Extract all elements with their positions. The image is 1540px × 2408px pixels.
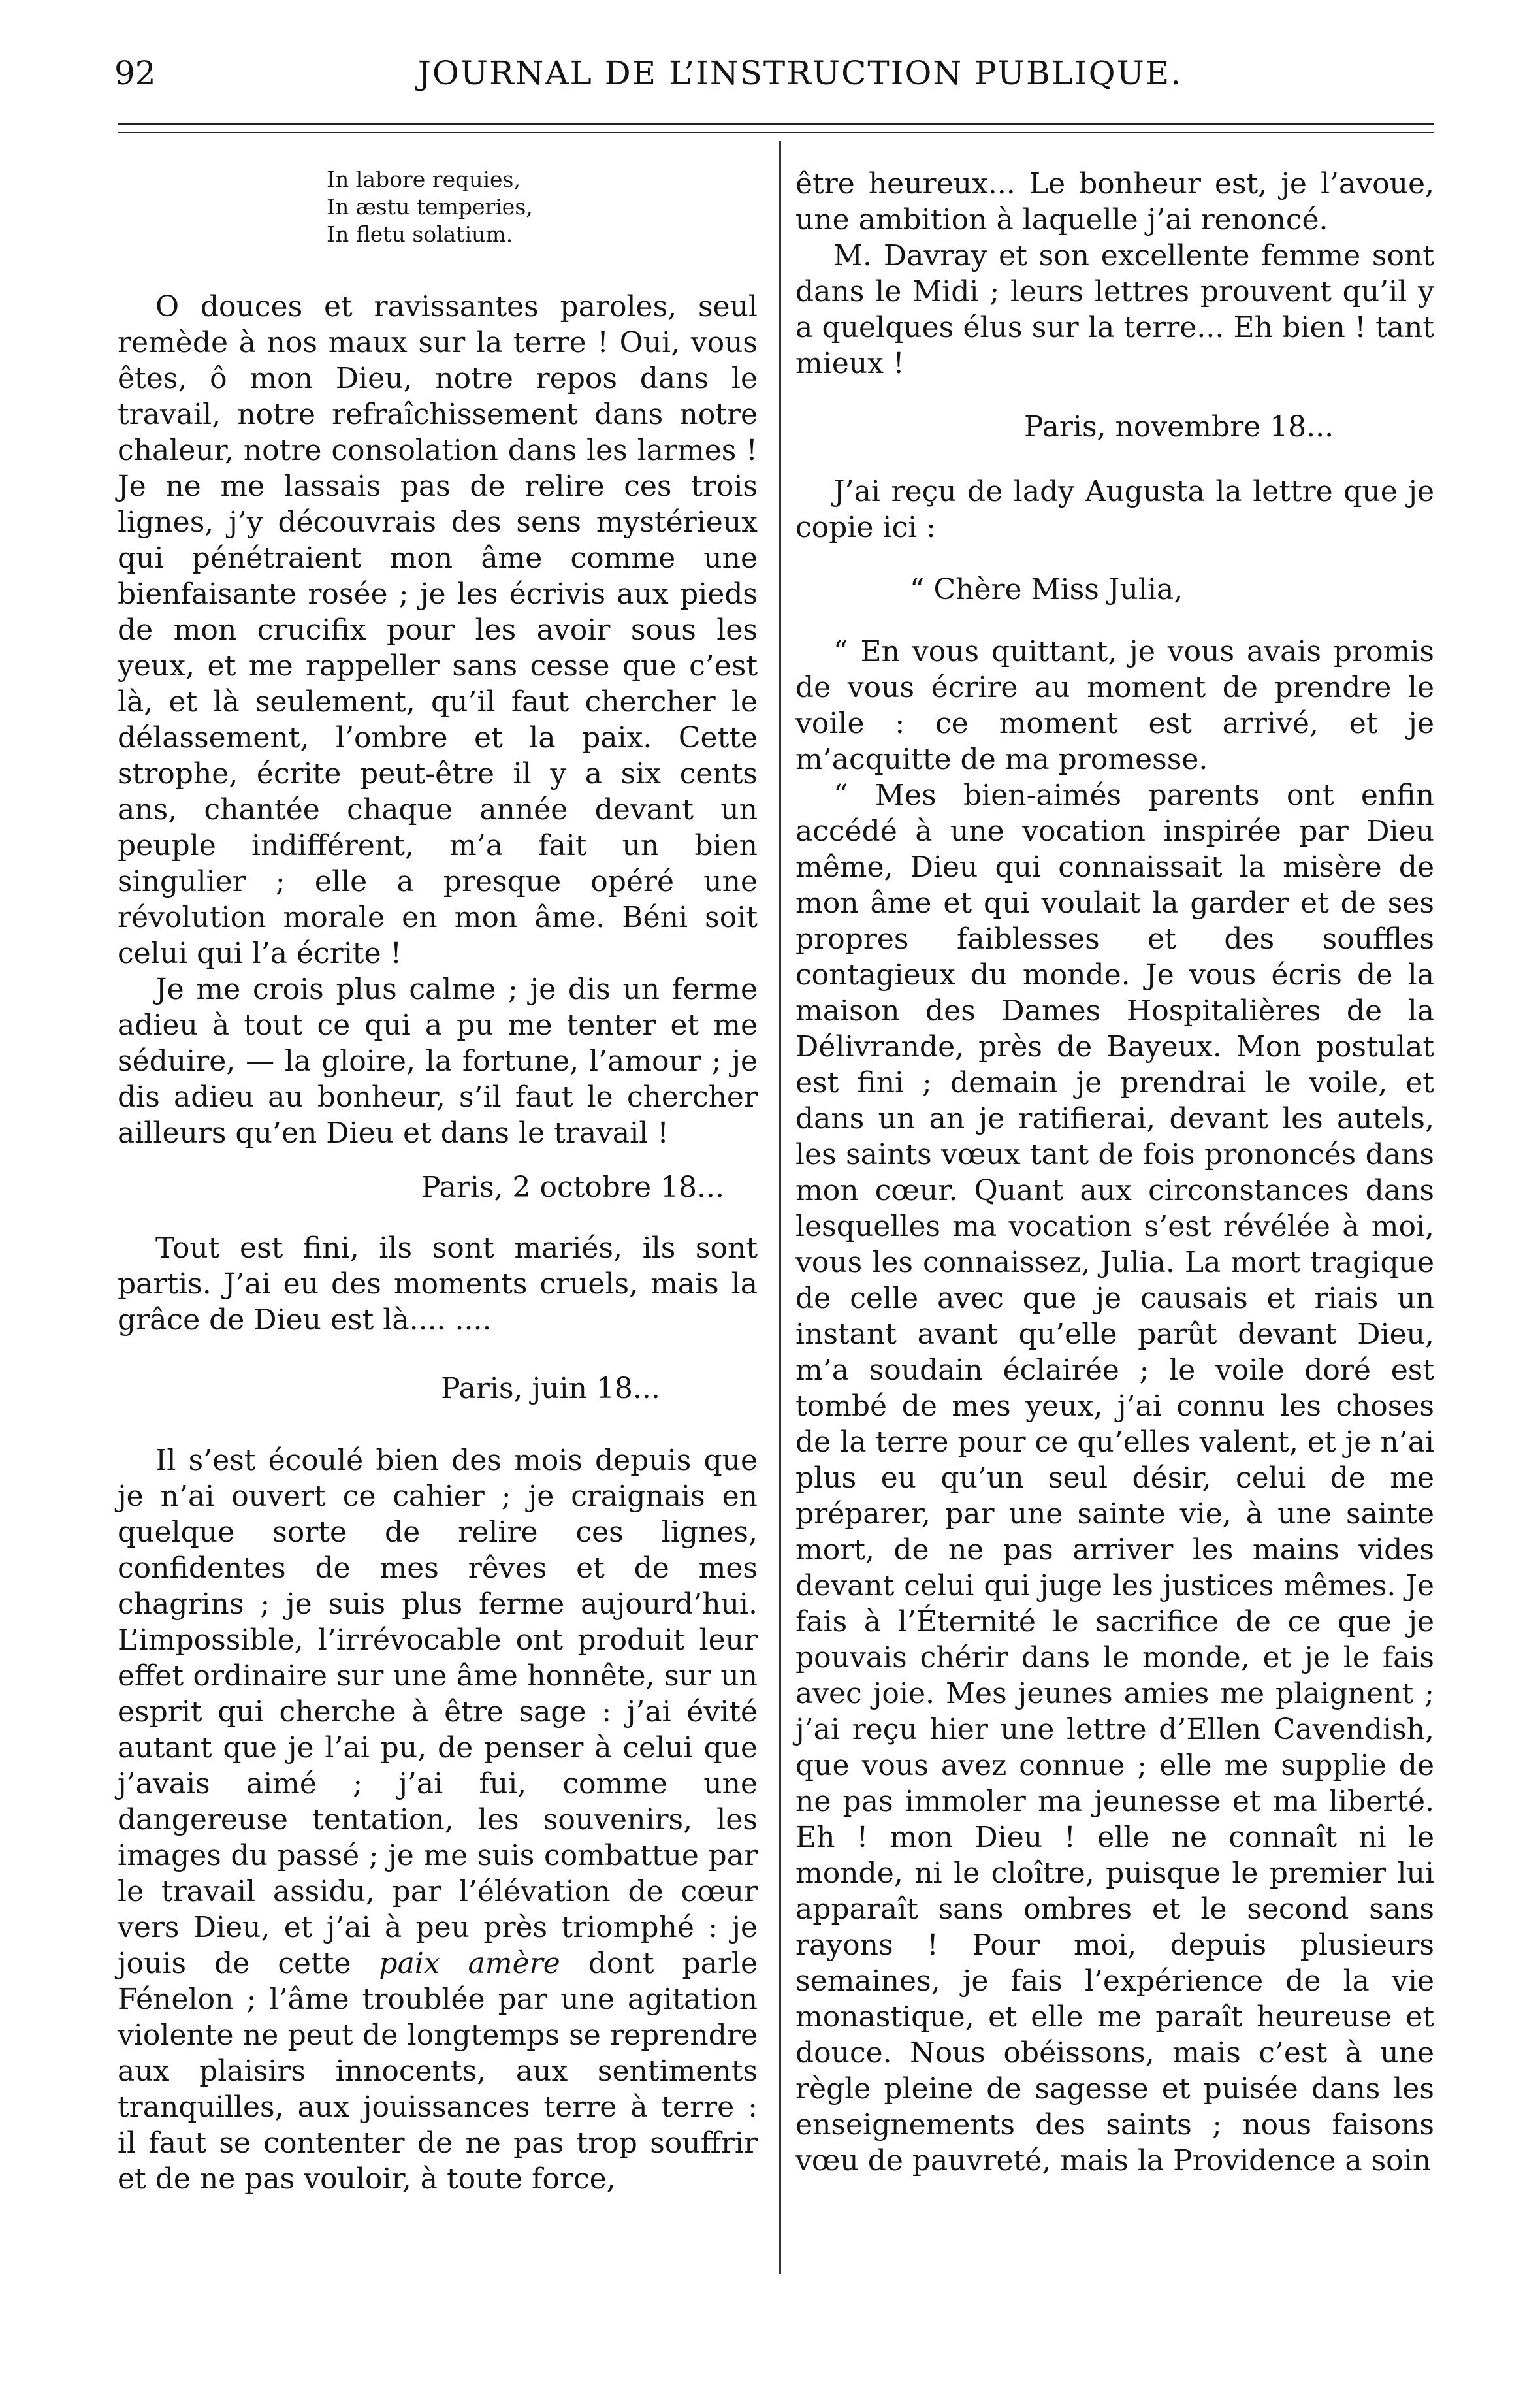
left-column: [118, 166, 758, 2197]
paragraph: Tout est fini, ils sont mariés, ils sont partis. J’ai eu des moments cruels, mais la grâce de Dieu est là.... ....: [118, 1231, 758, 1337]
entry-date: Paris, 2 octobre 18...: [421, 1171, 724, 1204]
epigraph-line: In æstu temperies,: [327, 194, 533, 220]
italic-phrase: paix amère: [379, 1947, 560, 1980]
running-title: JOURNAL DE L’INSTRUCTION PUBLIQUE.: [417, 54, 1183, 92]
letter-salutation: “ Chère Miss Julia,: [910, 573, 1183, 606]
entry-date: Paris, novembre 18...: [1024, 410, 1334, 444]
paragraph-text: dont parle Fénelon ; l’âme troublée par une agitation violente ne peut de longtemps se reprendre aux plaisirs innocents, aux sentiments tranquilles, aux jouissances terre à terre : il faut se contenter de ne pas trop souffrir et de ne pas vouloir, à toute force,: [118, 1947, 758, 2196]
paragraph: O douces et ravissantes paroles, seul remède à nos maux sur la terre ! Oui, vous êtes, ô mon Dieu, notre repos dans le travail, notre refraîchissement dans notre chaleur, notre consolation dans les larmes ! Je ne me lassais pas de relire ces trois lignes, j’y découvrais des sens mystérieux qui pénétraient mon âme comme une bienfaisante rosée ; je les écrivis aux pieds de mon crucifix pour les avoir sous les yeux, et me rappeller sans cesse que c’est là, et là seulement, qu’il faut chercher le délassement, l’ombre et la paix. Cette strophe, écrite peut-être il y a six cents ans, chantée chaque année devant un peuple indifférent, m’a fait un bien singulier ; elle a presque opéré une révolution morale en mon âme. Béni soit celui qui l’a écrite !: [118, 290, 758, 970]
header-rule: [118, 123, 1434, 125]
page-number: 92: [114, 54, 156, 92]
paragraph: être heureux... Le bonheur est, je l’avoue, une ambition à laquelle j’ai renoncé.: [795, 167, 1434, 236]
paragraph: [118, 1442, 758, 2197]
right-column: [795, 166, 1434, 2179]
paragraph: “ En vous quittant, je vous avais promis de vous écrire au moment de prendre le voile : ce moment est arrivé, et je m’acquitte de ma promesse.: [795, 635, 1434, 776]
epigraph: [327, 166, 758, 248]
paragraph: J’ai reçu de lady Augusta la lettre que je copie ici :: [795, 475, 1434, 544]
paragraph: M. Davray et son excellente femme sont dans le Midi ; leurs lettres prouvent qu’il y a quelques élus sur la terre... Eh bien ! tant mieux !: [795, 239, 1434, 380]
paragraph-text: Il s’est écoulé bien des mois depuis que je n’ai ouvert ce cahier ; je craignais en quelque sorte de relire ces lignes, confidentes de mes rêves et de mes chagrins ; je suis plus ferme aujourd’hui. L’impossible, l’irrévocable ont produit leur effet ordinaire sur une âme honnête, sur un esprit qui cherche à être sage : j’ai évité autant que je l’ai pu, de penser à celui que j’avais aimé ; j’ai fui, comme une dangereuse tentation, les souvenirs, les images du passé ; je me suis combattue par le travail assidu, par l’élévation de cœur vers Dieu, et j’ai à peu près triomphé : je jouis de cette: [118, 1444, 758, 1980]
paragraph: Je me crois plus calme ; je dis un ferme adieu à tout ce qui a pu me tenter et me séduire, — la gloire, la fortune, l’amour ; je dis adieu au bonheur, s’il faut le chercher ailleurs qu’en Dieu et dans le travail !: [118, 973, 758, 1150]
header-rule-thin: [118, 132, 1434, 133]
epigraph-line: In labore requies,: [327, 167, 521, 192]
entry-date: Paris, juin 18...: [441, 1372, 660, 1405]
epigraph-line: In fletu solatium.: [327, 221, 513, 247]
paragraph: “ Mes bien-aimés parents ont enfin accédé à une vocation inspirée par Dieu même, Dieu qui connaissait la misère de mon âme et qui voulait la garder et de ses propres faiblesses et des souffles contagieux du monde. Je vous écris de la maison des Dames Hospitalières de la Délivrande, près de Bayeux. Mon postulat est fini ; demain je prendrai le voile, et dans un an je ratifierai, devant les autels, les saints vœux tant de fois prononcés dans mon cœur. Quant aux circonstances dans lesquelles ma vocation s’est révélée à moi, vous les connaissez, Julia. La mort tragique de celle avec que je causais et riais un instant avant qu’elle parût devant Dieu, m’a soudain éclairée ; le voile doré est tombé de mes yeux, j’ai connu les choses de la terre pour ce qu’elles valent, et je n’ai plus eu qu’un seul désir, celui de me préparer, par une sainte vie, à une sainte mort, de ne pas arriver les mains vides devant celui qui juge les justices mêmes. Je fais à l’Éternité le sacrifice de ce que je pouvais chérir dans le monde, et je le fais avec joie. Mes jeunes amies me plaignent ; j’ai reçu hier une lettre d’Ellen Cavendish, que vous avez connue ; elle me supplie de ne pas immoler ma jeunesse et ma liberté. Eh ! mon Dieu ! elle ne connaît ni le monde, ni le cloître, puisque le premier lui apparaît sans ombres et le second sans rayons ! Pour moi, depuis plusieurs semaines, je fais l’expérience de la vie monastique, et elle me paraît heureuse et douce. Nous obéissons, mais c’est à une règle pleine de sagesse et puisée dans les enseignements des saints ; nous faisons vœu de pauvreté, mais la Providence a soin: [795, 779, 1434, 2177]
column-divider: [779, 141, 781, 2274]
